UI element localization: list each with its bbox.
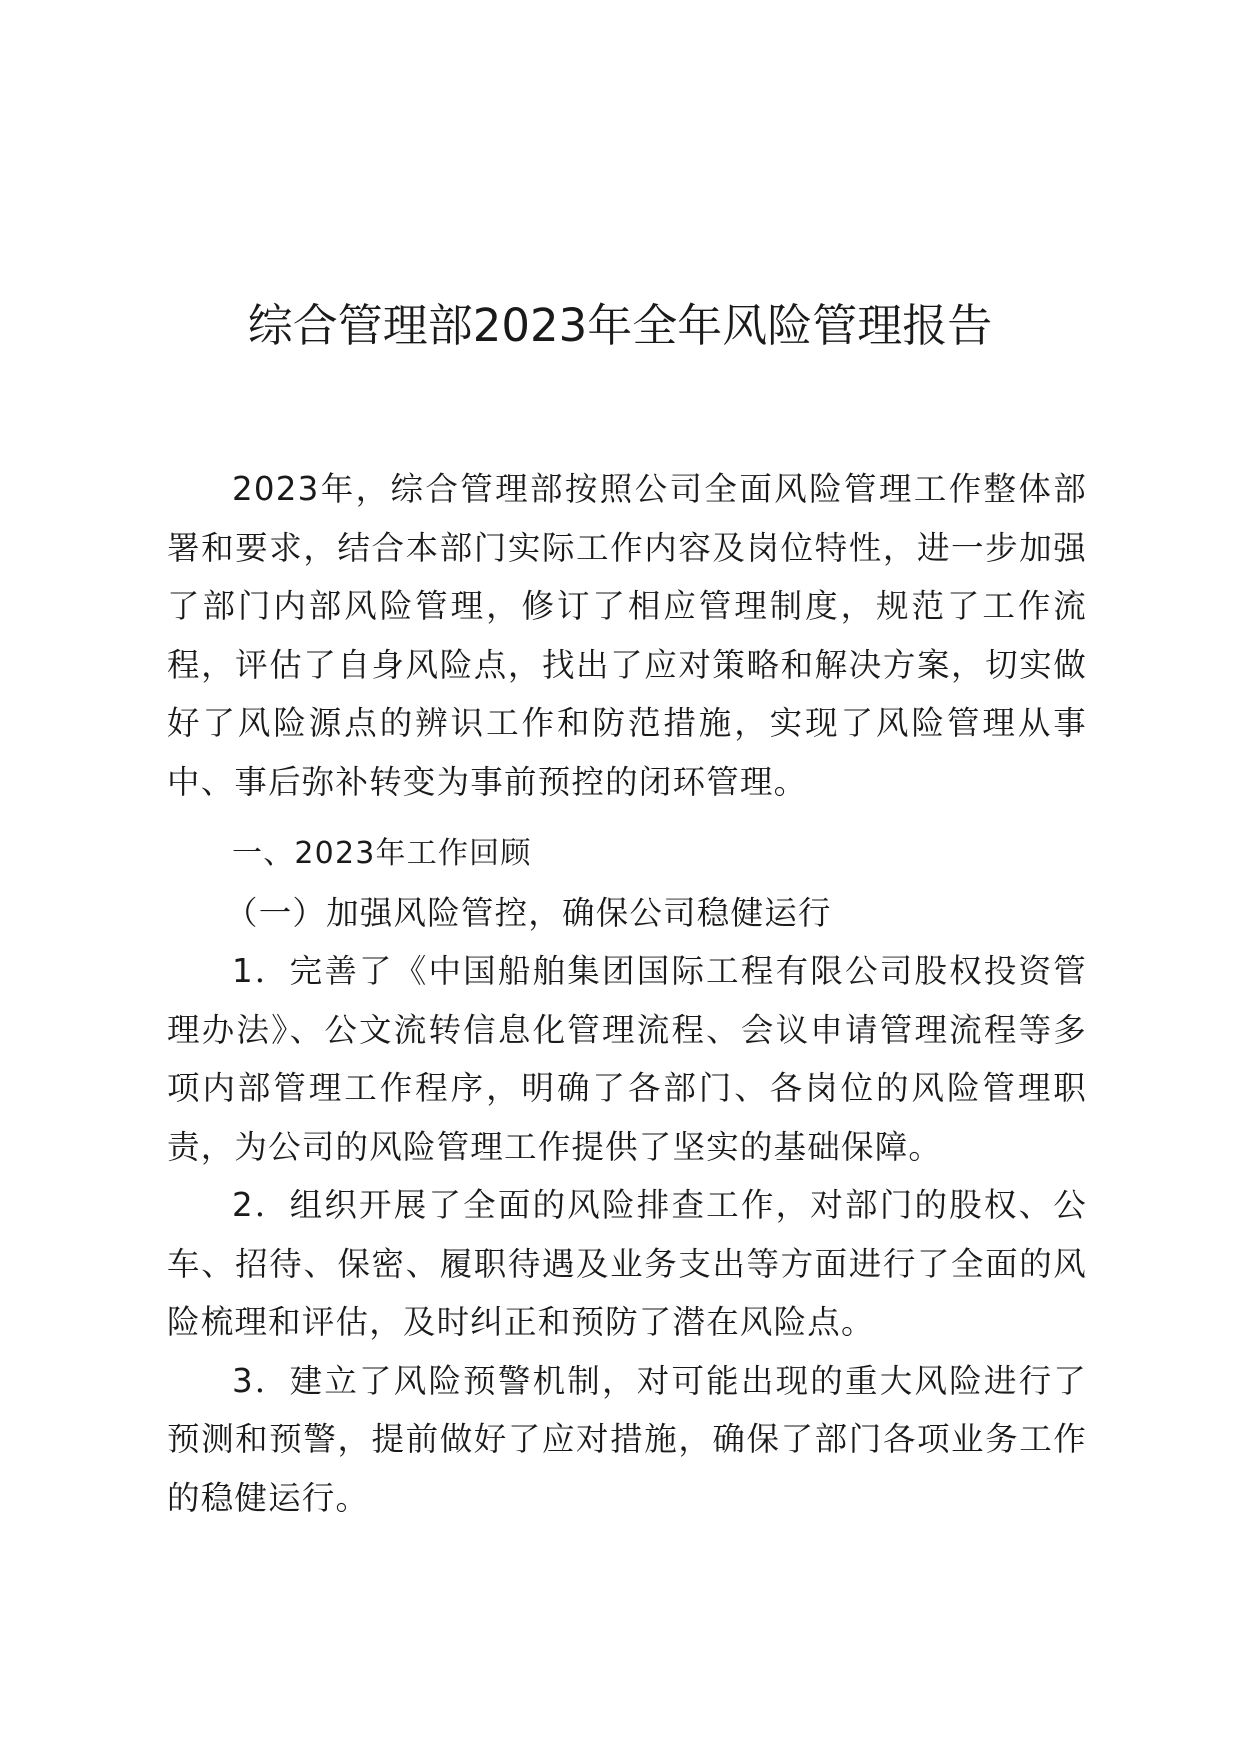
document-body (167, 460, 1087, 1527)
list-item-3: 3．建立了风险预警机制，对可能出现的重大风险进行了预测和预警，提前做好了应对措施，确保了部门各项业务工作的稳健运行。 (167, 1361, 1087, 1517)
list-item-2: 2．组织开展了全面的风险排查工作，对部门的股权、公车、招待、保密、履职待遇及业务支出等方面进行了全面的风险梳理和评估，及时纠正和预防了潜在风险点。 (167, 1186, 1087, 1341)
intro-paragraph: 2023年，综合管理部按照公司全面风险管理工作整体部署和要求，结合本部门实际工作内容及岗位特性，进一步加强了部门内部风险管理，修订了相应管理制度，规范了工作流程，评估了自身风险点，找出了应对策略和解决方案，切实做好了风险源点的辨识工作和防范措施，实现了风险管理从事中、事后弥补转变为事前预控的闭环管理。 (167, 470, 1087, 801)
document-title: 综合管理部2023年全年风险管理报告 (247, 299, 993, 352)
list-item-1: 1．完善了《中国船舶集团国际工程有限公司股权投资管理办法》、公文流转信息化管理流程、会议申请管理流程等多项内部管理工作程序，明确了各部门、各岗位的风险管理职责，为公司的风险管理工作提供了坚实的基础保障。 (167, 952, 1087, 1166)
subsection-heading: （一）加强风险管控，确保公司稳健运行 (225, 893, 832, 932)
section-heading: 一、2023年工作回顾 (232, 836, 532, 871)
